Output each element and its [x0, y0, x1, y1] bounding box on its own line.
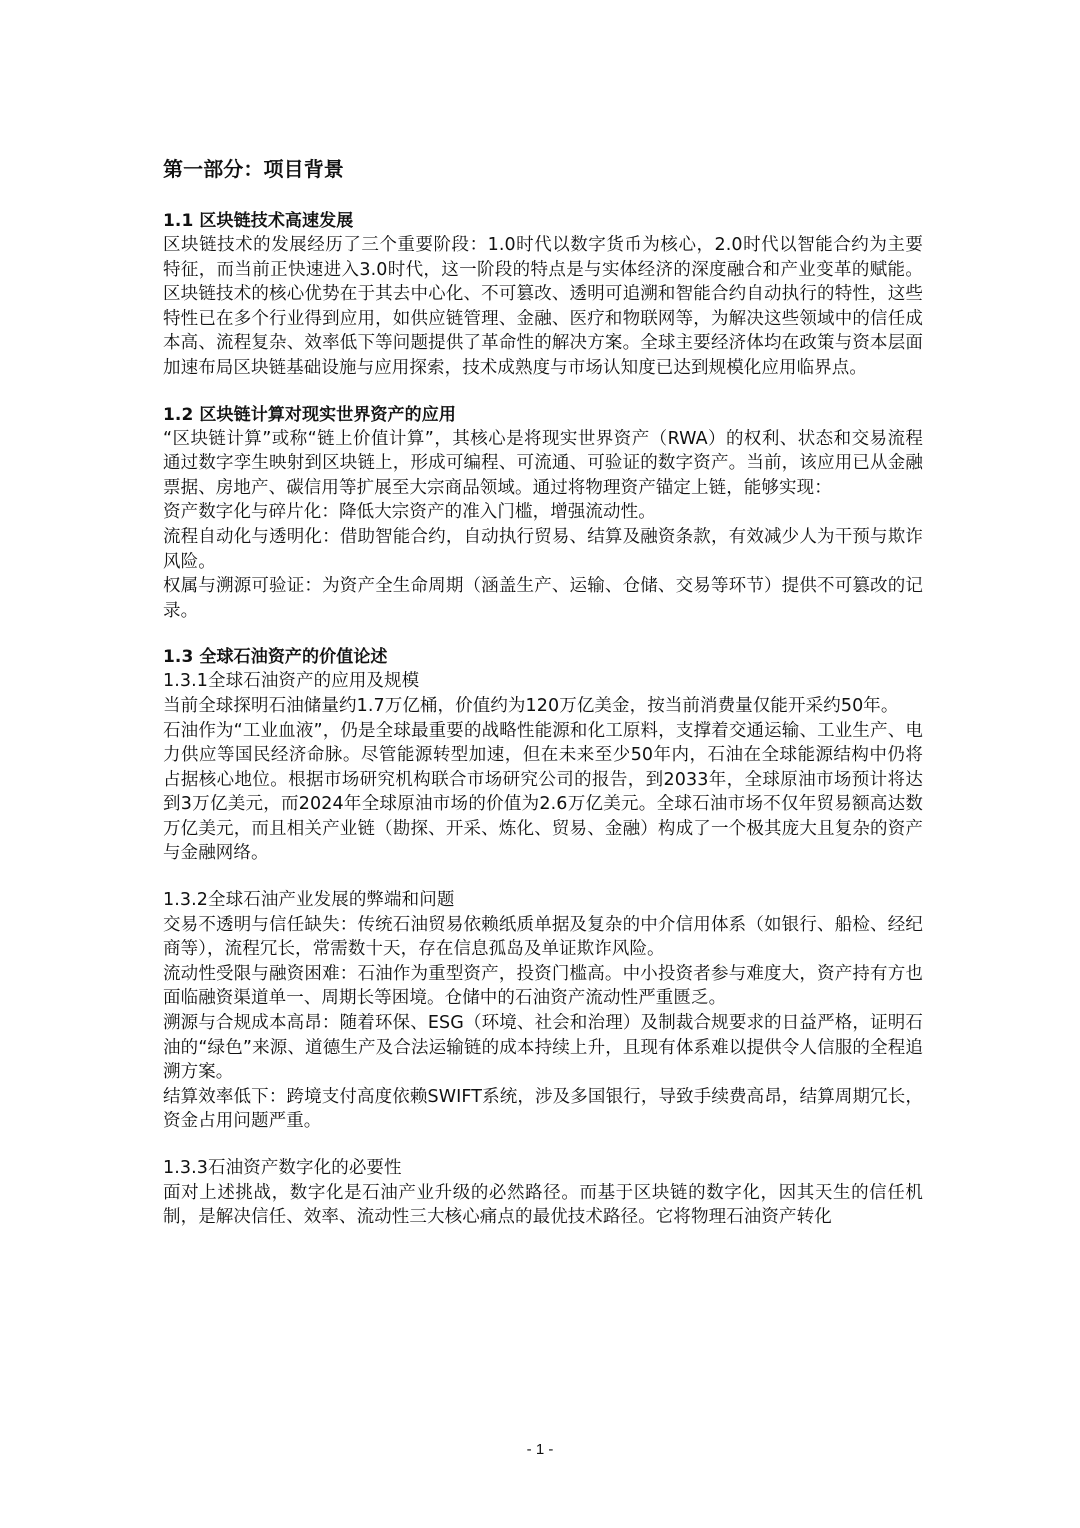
section-title: 1.1 区块链技术高速发展	[163, 211, 354, 231]
section-title: 1.3 全球石油资产的价值论述	[163, 647, 388, 668]
section-1-2	[163, 403, 923, 624]
section-1-1	[163, 209, 923, 381]
subsection-title: 1.3.1全球石油资产的应用及规模	[163, 671, 420, 692]
paragraph: 溯源与合规成本高昂：随着环保、ESG（环境、社会和治理）及制裁合规要求的日益严格，证明石油的“绿色”来源、道德生产及合法运输链的成本持续上升，且现有体系难以提供令人信服的全程追溯方案。	[163, 1013, 923, 1083]
paragraph: 流程自动化与透明化：借助智能合约，自动执行贸易、结算及融资条款，有效减少人为干预与欺诈风险。	[163, 526, 923, 572]
subsection-title: 1.3.2全球石油产业发展的弊端和问题	[163, 890, 455, 911]
page-content	[163, 155, 923, 1252]
paragraph: 面对上述挑战，数字化是石油产业升级的必然路径。而基于区块链的数字化，因其天生的信任机制，是解决信任、效率、流动性三大核心痛点的最优技术路径。它将物理石油资产转化	[163, 1182, 923, 1228]
paragraph: 结算效率低下：跨境支付高度依赖SWIFT系统，涉及多国银行，导致手续费高昂，结算周期冗长，资金占用问题严重。	[163, 1086, 923, 1132]
paragraph: 石油作为“工业血液”，仍是全球最重要的战略性能源和化工原料，支撑着交通运输、工业生产、电力供应等国民经济命脉。尽管能源转型加速，但在未来至少50年内，石油在全球能源结构中仍将占据核心地位。根据市场研究机构联合市场研究公司的报告，到2033年，全球原油市场预计将达到3万亿美元，而2024年全球原油市场的价值为2.6万亿美元。全球石油市场不仅年贸易额高达数万亿美元，而且相关产业链（勘探、开采、炼化、贸易、金融）构成了一个极其庞大且复杂的资产与金融网络。	[163, 720, 923, 864]
subsection-title: 1.3.3石油资产数字化的必要性	[163, 1158, 402, 1178]
page-number: - 1 -	[526, 1441, 554, 1458]
paragraph: 权属与溯源可验证：为资产全生命周期（涵盖生产、运输、仓储、交易等环节）提供不可篡改的记录。	[163, 576, 923, 621]
subsection-1-3-2	[163, 888, 923, 1134]
paragraph: 交易不透明与信任缺失：传统石油贸易依赖纸质单据及复杂的中介信用体系（如银行、船检、经纪商等），流程冗长，常需数十天，存在信息孤岛及单证欺诈风险。	[163, 914, 923, 960]
paragraph: 当前全球探明石油储量约1.7万亿桶，价值约为120万亿美金，按当前消费量仅能开采约50年。	[163, 695, 899, 716]
section-1-3	[163, 645, 923, 1229]
subsection-1-3-1	[163, 669, 923, 866]
part-title: 第一部分：项目背景	[163, 157, 344, 181]
paragraph: 流动性受限与融资困难：石油作为重型资产，投资门槛高。中小投资者参与难度大，资产持有方也面临融资渠道单一、周期长等困境。仓储中的石油资产流动性严重匮乏。	[163, 963, 923, 1009]
subsection-1-3-3	[163, 1156, 923, 1230]
paragraph: 区块链技术的发展经历了三个重要阶段：1.0时代以数字货币为核心，2.0时代以智能合约为主要特征，而当前正快速进入3.0时代，这一阶段的特点是与实体经济的深度融合和产业变革的赋能。区块链技术的核心优势在于其去中心化、不可篡改、透明可追溯和智能合约自动执行的特性，这些特性已在多个行业得到应用，如供应链管理、金融、医疗和物联网等，为解决这些领域中的信任成本高、流程复杂、效率低下等问题提供了革命性的解决方案。全球主要经济体均在政策与资本层面加速布局区块链基础设施与应用探索，技术成熟度与市场认知度已达到规模化应用临界点。	[163, 235, 923, 378]
paragraph: 资产数字化与碎片化：降低大宗资产的准入门槛，增强流动性。	[163, 502, 656, 523]
section-title: 1.2 区块链计算对现实世界资产的应用	[163, 404, 456, 425]
paragraph: “区块链计算”或称“链上价值计算”，其核心是将现实世界资产（RWA）的权利、状态和交易流程通过数字孪生映射到区块链上，形成可编程、可流通、可验证的数字资产。当前，该应用已从金融票据、房地产、碳信用等扩展至大宗商品领域。通过将物理资产锚定上链，能够实现：	[163, 428, 923, 498]
